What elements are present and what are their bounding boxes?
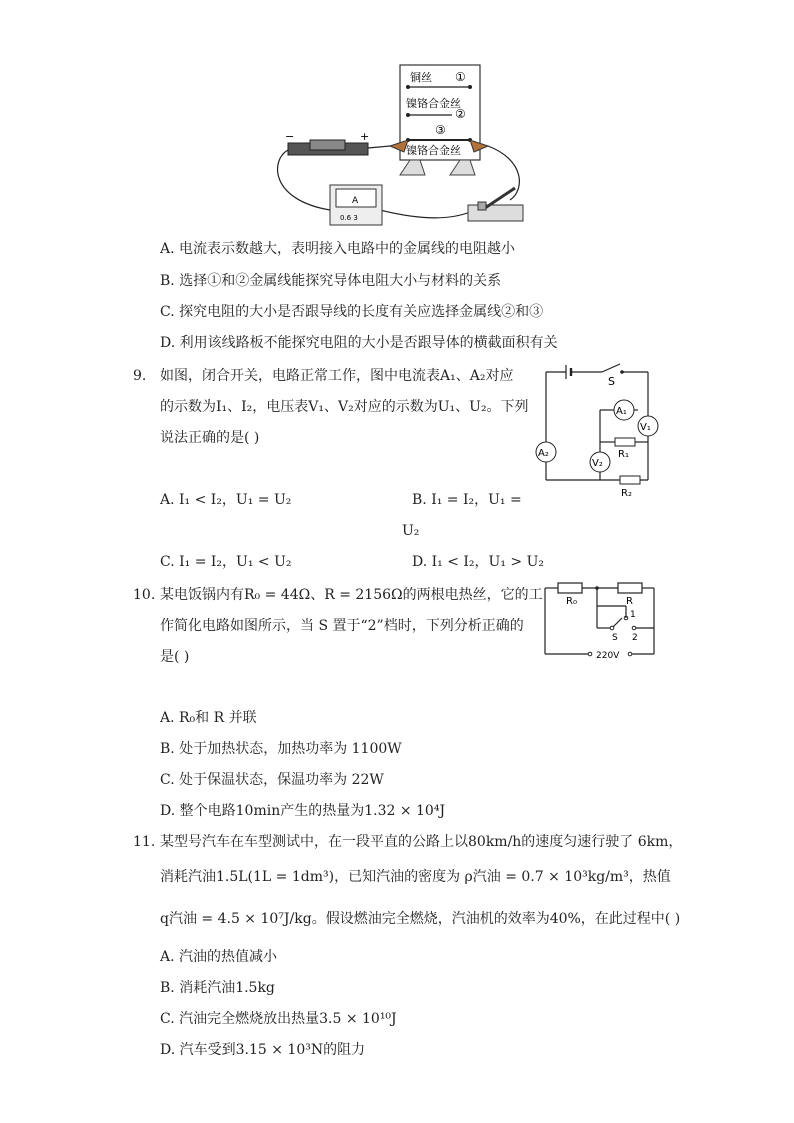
q11-stem-line1: 某型号汽车在车型测试中，在一段平直的公路上以80km/h的速度匀速行驶了 6km， — [160, 834, 683, 850]
wire-board-circuit-figure — [270, 60, 540, 235]
q10-stem-line3: 是( ) — [160, 649, 190, 665]
q9-stem-line2: 的示数为I₁、I₂，电压表V₁、V₂对应的示数为U₁、U₂。下列 — [160, 399, 529, 415]
q9-number: 9. — [133, 368, 147, 384]
board-label-nichrome-1: 镍铬合金丝 — [406, 97, 461, 110]
q9-fig-switch-label: S — [608, 375, 615, 388]
q9-circuit-figure — [530, 362, 670, 502]
board-label-3: ③ — [435, 123, 446, 137]
q10-option-a[interactable]: A. R₀和 R 并联 — [160, 710, 257, 726]
battery-minus-label: − — [285, 130, 295, 143]
q10-fig-resistor-r — [618, 583, 642, 593]
q10-fig-r0-label: R₀ — [566, 596, 577, 607]
q9-stem-line1: 如图，闭合开关，电路正常工作，图中电流表A₁、A₂对应 — [160, 368, 514, 384]
q10-fig-resistor-r0 — [558, 583, 582, 593]
q8-option-c[interactable]: C. 探究电阻的大小是否跟导线的长度有关应选择金属线②和③ — [160, 304, 544, 320]
q8-option-a[interactable]: A. 电流表示数越大，表明接入电路中的金属线的电阻越小 — [160, 241, 516, 257]
q9-fig-v1-label: V₁ — [640, 422, 651, 433]
q11-option-b[interactable]: B. 消耗汽油1.5kg — [160, 980, 275, 996]
q11-option-a[interactable]: A. 汽油的热值减小 — [160, 949, 278, 965]
q10-fig-contact-2: 2 — [632, 633, 638, 643]
q9-fig-v2-label: V₂ — [592, 458, 603, 469]
q10-option-c[interactable]: C. 处于保温状态，保温功率为 22W — [160, 772, 384, 788]
q9-fig-a1-label: A₁ — [616, 406, 627, 417]
q11-number: 11. — [133, 834, 156, 850]
board-label-nichrome-2: 镍铬合金丝 — [406, 144, 461, 157]
knife-switch — [468, 205, 523, 221]
q10-fig-r-label: R — [626, 596, 633, 607]
ammeter-letter: A — [352, 196, 359, 206]
q9-fig-r1-label: R₁ — [618, 449, 629, 460]
q10-fig-voltage: 220V — [596, 651, 620, 661]
q9-fig-a2-label: A₂ — [538, 448, 549, 459]
q9-option-b-cont: U₂ — [402, 523, 420, 539]
q9-option-b[interactable]: B. I₁ = I₂，U₁ = — [412, 492, 522, 508]
board-label-1: ① — [455, 70, 466, 84]
q9-fig-resistor-r1 — [615, 438, 635, 446]
q8-option-d[interactable]: D. 利用该线路板不能探究电阻的大小是否跟导体的横截面积有关 — [160, 335, 558, 351]
q9-fig-resistor-r2 — [620, 476, 640, 484]
q10-stem-line2: 作简化电路如图所示，当 S 置于“2”档时，下列分析正确的 — [160, 618, 524, 634]
q9-stem-line3: 说法正确的是( ) — [160, 430, 260, 446]
q11-option-c[interactable]: C. 汽油完全燃烧放出热量3.5 × 10¹⁰J — [160, 1011, 397, 1027]
q9-option-a[interactable]: A. I₁ < I₂，U₁ = U₂ — [160, 492, 292, 508]
q11-option-d[interactable]: D. 汽车受到3.15 × 10³N的阻力 — [160, 1042, 366, 1058]
battery-plus-label: + — [360, 130, 370, 143]
board-label-copper: 铜丝 — [410, 71, 432, 84]
q9-fig-r2-label: R₂ — [621, 488, 632, 499]
q10-number: 10. — [133, 587, 156, 603]
q8-option-b[interactable]: B. 选择①和②金属线能探究导体电阻大小与材料的关系 — [160, 273, 502, 289]
q10-option-d[interactable]: D. 整个电路10min产生的热量为1.32 × 10⁴J — [160, 803, 446, 819]
board-label-2: ② — [455, 107, 466, 121]
q11-stem-line2: 消耗汽油1.5L(1L = 1dm³)，已知汽油的密度为 ρ汽油 = 0.7 × 10³kg/m³，热值 — [160, 869, 671, 885]
q10-stem-line1: 某电饭锅内有R₀ = 44Ω、R = 2156Ω的两根电热丝，它的工 — [160, 587, 543, 603]
q10-option-b[interactable]: B. 处于加热状态，加热功率为 1100W — [160, 741, 402, 757]
q9-option-d[interactable]: D. I₁ < I₂，U₁ > U₂ — [412, 554, 544, 570]
q11-stem-line3: q汽油 = 4.5 × 10⁷J/kg。假设燃油完全燃烧，汽油机的效率为40%，在此过程中( ) — [160, 911, 681, 927]
q10-fig-contact-1: 1 — [630, 610, 636, 620]
q10-circuit-figure — [542, 580, 662, 662]
q9-option-c[interactable]: C. I₁ = I₂，U₁ < U₂ — [160, 554, 292, 570]
ammeter-scale: 0.6 3 — [340, 214, 358, 222]
q10-fig-switch-s: S — [612, 633, 618, 643]
